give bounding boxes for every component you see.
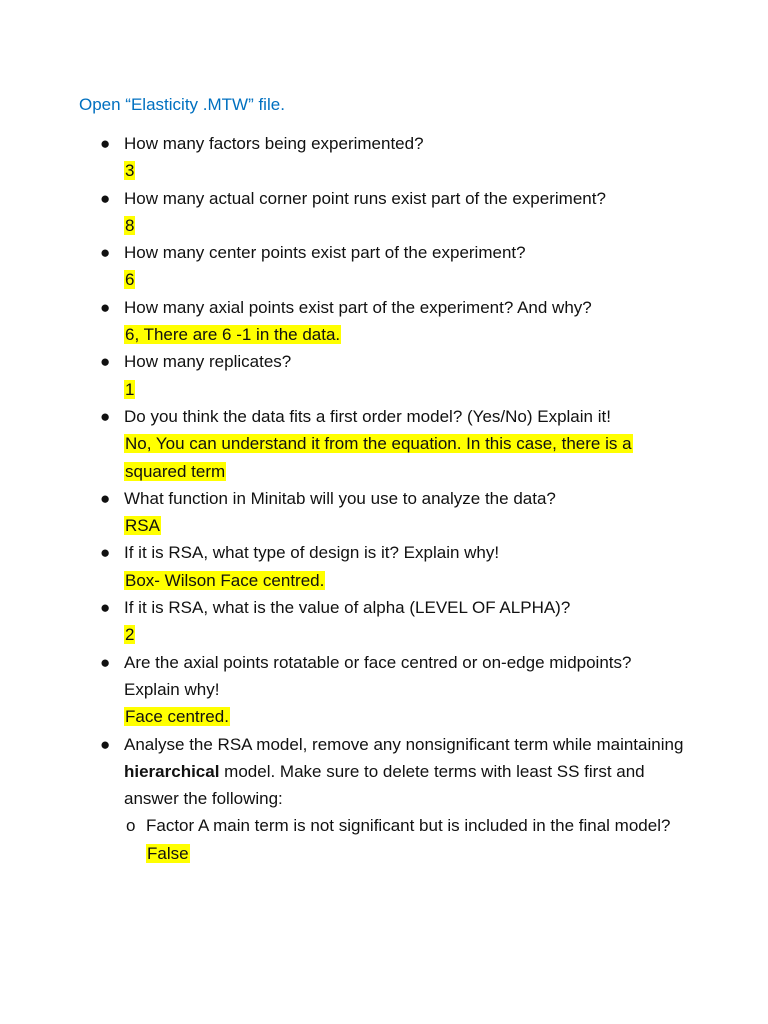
bullet-icon: ● <box>100 134 111 153</box>
bullet-icon: ● <box>100 543 111 563</box>
bullet-icon: ● <box>100 734 111 754</box>
question-text: Do you think the data fits a first order model? (Yes/No) Explain it! <box>124 406 611 426</box>
question-list <box>0 130 768 867</box>
bold-term: hierarchical <box>124 761 220 781</box>
list-item <box>0 348 690 403</box>
answer-highlight: 2 <box>125 625 135 645</box>
question-text: How many actual corner point runs exist part of the experiment? <box>124 188 606 208</box>
bullet-icon: ● <box>100 406 111 426</box>
question-text: How many factors being experimented? <box>124 134 424 153</box>
question-text: If it is RSA, what type of design is it? Explain why! <box>124 543 500 563</box>
answer-highlight: Box- Wilson Face centred. <box>125 570 325 590</box>
question-text: How many axial points exist part of the experiment? And why? <box>124 297 592 317</box>
question-text: How many replicates? <box>124 352 292 372</box>
list-item <box>0 403 690 485</box>
bullet-icon: ● <box>100 652 111 672</box>
answer-highlight: Face centred. <box>125 707 229 727</box>
list-item <box>0 649 690 731</box>
answer-highlight: 8 <box>125 215 135 235</box>
bullet-icon: ● <box>100 243 111 263</box>
sub-list-item <box>0 812 690 867</box>
question-text: How many center points exist part of the experiment? <box>124 243 526 263</box>
list-item <box>0 130 690 185</box>
answer-highlight: 1 <box>125 379 135 399</box>
list-item <box>0 239 690 294</box>
answer-highlight: RSA <box>125 516 160 536</box>
question-text-part: model. Make sure to delete terms with least SS first and answer the following: <box>124 761 645 809</box>
question-text: If it is RSA, what is the value of alpha (LEVEL OF ALPHA)? <box>124 598 571 618</box>
answer-highlight: 3 <box>125 161 135 181</box>
bullet-icon: ● <box>100 352 111 372</box>
question-text <box>124 731 690 813</box>
list-item <box>0 485 690 540</box>
list-item <box>0 539 690 594</box>
bullet-icon: ● <box>100 297 111 317</box>
answer-highlight: False <box>147 843 189 863</box>
question-text: Are the axial points rotatable or face centred or on-edge midpoints? Explain why! <box>124 652 632 699</box>
answer-highlight: 6 <box>125 270 135 290</box>
list-item <box>0 185 690 240</box>
sub-question-text: Factor A main term is not significant but is included in the final model? <box>146 816 671 836</box>
bullet-icon: ● <box>100 188 111 208</box>
circle-bullet-icon: o <box>126 816 136 836</box>
bullet-icon: ● <box>100 488 111 508</box>
list-item <box>0 594 690 649</box>
answer-highlight: No, You can understand it from the equation. In this case, there is a squared term <box>125 434 632 481</box>
question-text: What function in Minitab will you use to analyze the data? <box>124 488 556 508</box>
question-text-part: Analyse the RSA model, remove any nonsignificant term while maintaining <box>124 734 684 754</box>
document-heading: Open “Elasticity .MTW” file. <box>79 95 285 114</box>
bullet-icon: ● <box>100 598 111 618</box>
list-item <box>0 731 690 813</box>
list-item <box>0 294 690 349</box>
answer-highlight: 6, There are 6 -1 in the data. <box>125 325 341 345</box>
